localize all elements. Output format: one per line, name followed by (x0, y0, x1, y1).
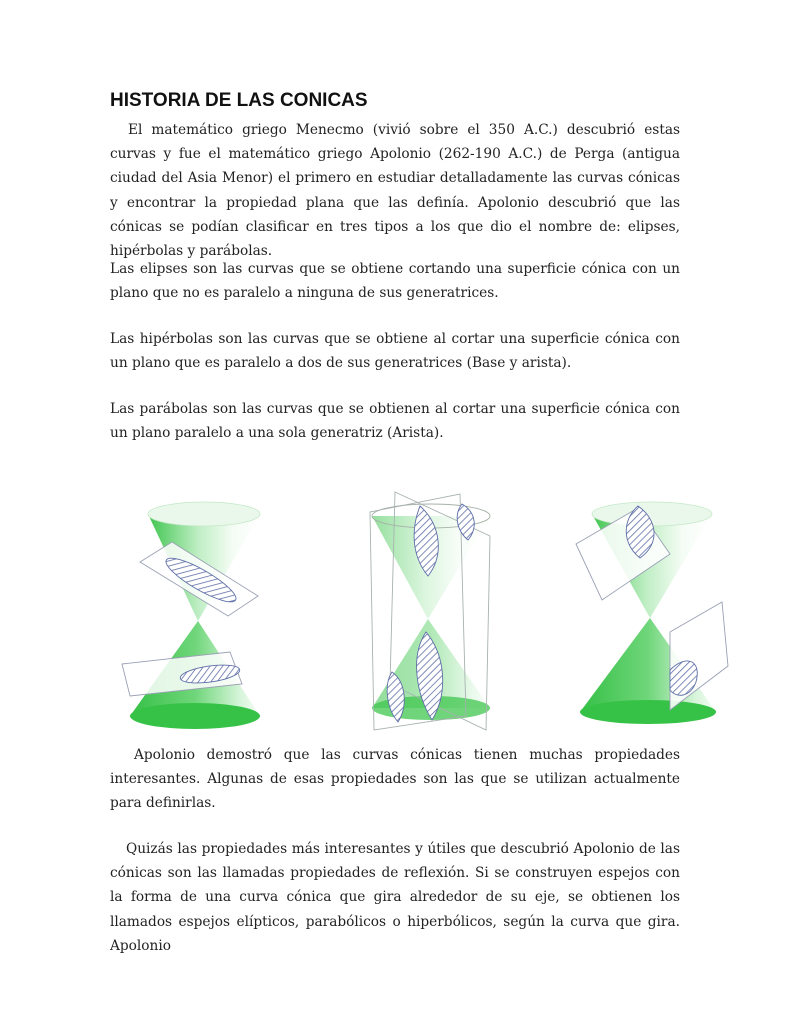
paragraph-ellipses: Las elipses son las curvas que se obtiene cortando una superficie cónica con un plano que no es paralelo a ninguna de sus generatrices. (110, 261, 680, 302)
paragraph-hyperbolas: Las hipérbolas son las curvas que se obtiene al cortar una superficie cónica con un plano que es paralelo a dos de sus generatrices (Base y arista). (110, 331, 680, 372)
paragraph-parabolas: Las parábolas son las curvas que se obtienen al cortar una superficie cónica con un plano paralelo a una sola generatriz (Arista). (110, 401, 680, 442)
paragraph-properties: Apolonio demostró que las curvas cónicas tienen muchas propiedades interesantes. Algunas de esas propiedades son las que se utilizan actualmente para definirlas. (110, 747, 680, 812)
paragraph-history: El matemático griego Menecmo (vivió sobre el 350 A.C.) descubrió estas curvas y fue el matemático griego Apolonio (262-190 A.C.) de Perga (antigua ciudad del Asia Menor) el primero en estudiar detalladamente las curvas cónicas y encontrar la propiedad plana que las definía. Apolonio descubrió que las cónicas se podían clasificar en tres tipos a los que dio el nombre de: elipses, hipérbolas y parábolas. (110, 122, 680, 260)
ellipse-cone-diagram (122, 502, 260, 729)
parabola-cone-diagram (576, 502, 728, 724)
paragraph-reflection: Quizás las propiedades más interesantes y útiles que descubrió Apolonio de las cónicas son las llamadas propiedades de reflexión. Si se construyen espejos con la forma de una curva cónica que gira alrededor de su eje, se obtienen los llamados espejos elípticos, parabólicos o hiperbólicos, según la curva que gira. Apolonio (110, 841, 680, 954)
hyperbola-cone-diagram (370, 492, 490, 730)
page-title: HISTORIA DE LAS CONICAS (110, 90, 368, 111)
conic-sections-illustration (110, 484, 730, 740)
